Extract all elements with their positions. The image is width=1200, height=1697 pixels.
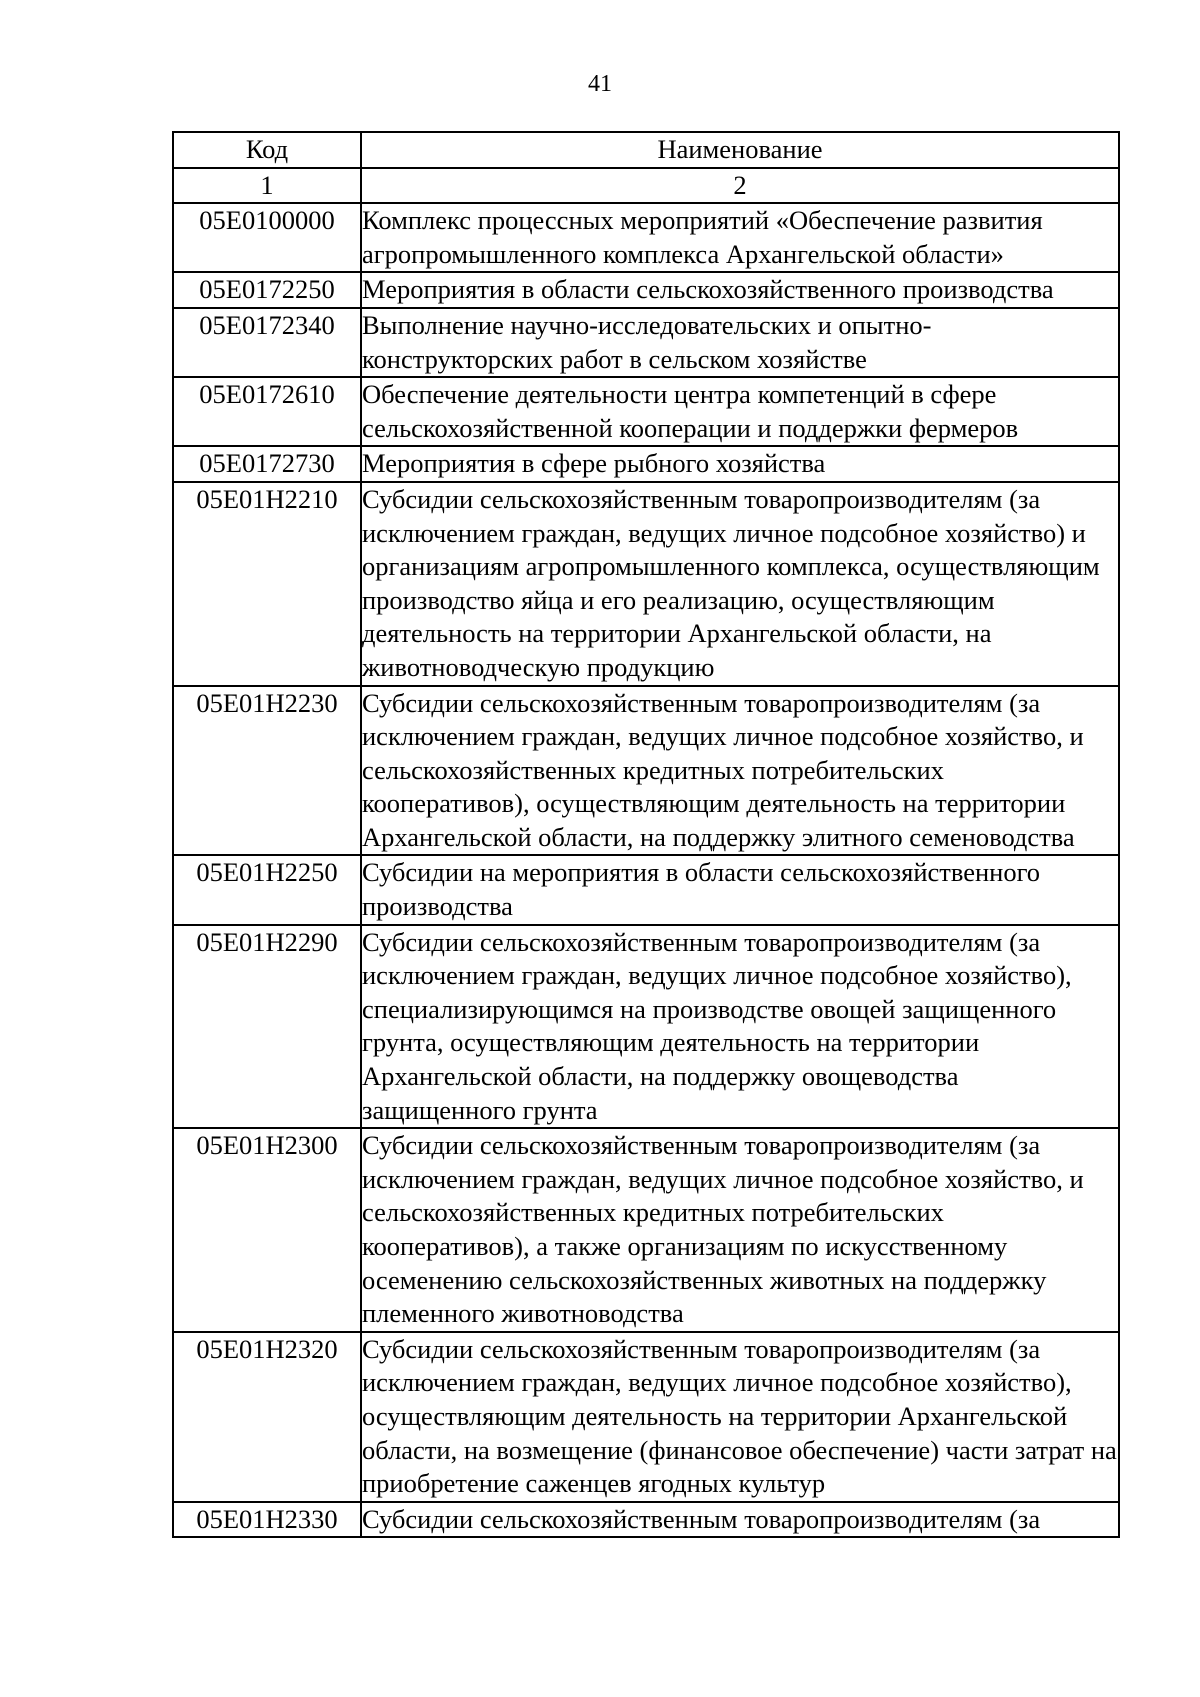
table-row [173,446,1119,482]
table-header [173,132,1119,203]
row-code: 05E0172730 [173,446,361,482]
row-code: 05E0172340 [173,308,361,377]
row-code: 05E01H2320 [173,1332,361,1502]
row-name: Субсидии сельскохозяйственным товаропроизводителям (за исключением граждан, ведущих личное подсобное хозяйство, и сельскохозяйственных кредитных потребительских кооперативов), осуществляющим деятельность на территории Архангельской области, на поддержку элитного семеноводства [361,686,1119,856]
column-number-row [173,168,1119,204]
table-body [173,203,1119,1537]
row-code: 05E01H2230 [173,686,361,856]
table-row [173,855,1119,924]
header-row [173,132,1119,168]
table-row [173,203,1119,272]
row-code: 05E01H2290 [173,925,361,1129]
row-name: Обеспечение деятельности центра компетенций в сфере сельскохозяйственной кооперации и поддержки фермеров [361,377,1119,446]
header-code: Код [173,132,361,168]
table-row [173,925,1119,1129]
row-code: 05E0172610 [173,377,361,446]
row-name: Субсидии на мероприятия в области сельскохозяйственного производства [361,855,1119,924]
page-number: 41 [588,71,612,97]
row-code: 05E01H2250 [173,855,361,924]
budget-codes-table [172,131,1120,1538]
table-row [173,1332,1119,1502]
row-name: Субсидии сельскохозяйственным товаропроизводителям (за исключением граждан, ведущих личное подсобное хозяйство), осуществляющим деятельность на территории Архангельской области, на возмещение (финансовое обеспечение) части затрат на приобретение саженцев ягодных культур [361,1332,1119,1502]
row-code: 05E0172250 [173,272,361,308]
row-name: Субсидии сельскохозяйственным товаропроизводителям (за [361,1502,1119,1538]
row-code: 05E01H2300 [173,1128,361,1332]
row-name: Мероприятия в области сельскохозяйственного производства [361,272,1119,308]
row-code: 05E0100000 [173,203,361,272]
row-name: Субсидии сельскохозяйственным товаропроизводителям (за исключением граждан, ведущих личное подсобное хозяйство), специализирующимся на производстве овощей защищенного грунта, осуществляющим деятельность на территории Архангельской области, на поддержку овощеводства защищенного грунта [361,925,1119,1129]
header-name: Наименование [361,132,1119,168]
table-row [173,1128,1119,1332]
row-name: Субсидии сельскохозяйственным товаропроизводителям (за исключением граждан, ведущих личное подсобное хозяйство, и сельскохозяйственных кредитных потребительских кооперативов), а также организациям по искусственному осеменению сельскохозяйственных животных на поддержку племенного животноводства [361,1128,1119,1332]
table-row [173,377,1119,446]
table-row [173,272,1119,308]
row-name: Субсидии сельскохозяйственным товаропроизводителям (за исключением граждан, ведущих личное подсобное хозяйство) и организациям агропромышленного комплекса, осуществляющим производство яйца и его реализацию, осуществляющим деятельность на территории Архангельской области, на животноводческую продукцию [361,482,1119,686]
column-number-name: 2 [361,168,1119,204]
row-name: Мероприятия в сфере рыбного хозяйства [361,446,1119,482]
row-code: 05E01H2330 [173,1502,361,1538]
table-row [173,686,1119,856]
row-name: Выполнение научно-исследовательских и опытно-конструкторских работ в сельском хозяйстве [361,308,1119,377]
row-name: Комплекс процессных мероприятий «Обеспечение развития агропромышленного комплекса Архангельской области» [361,203,1119,272]
table-row [173,308,1119,377]
table-row [173,1502,1119,1538]
table-row [173,482,1119,686]
row-code: 05E01H2210 [173,482,361,686]
column-number-code: 1 [173,168,361,204]
